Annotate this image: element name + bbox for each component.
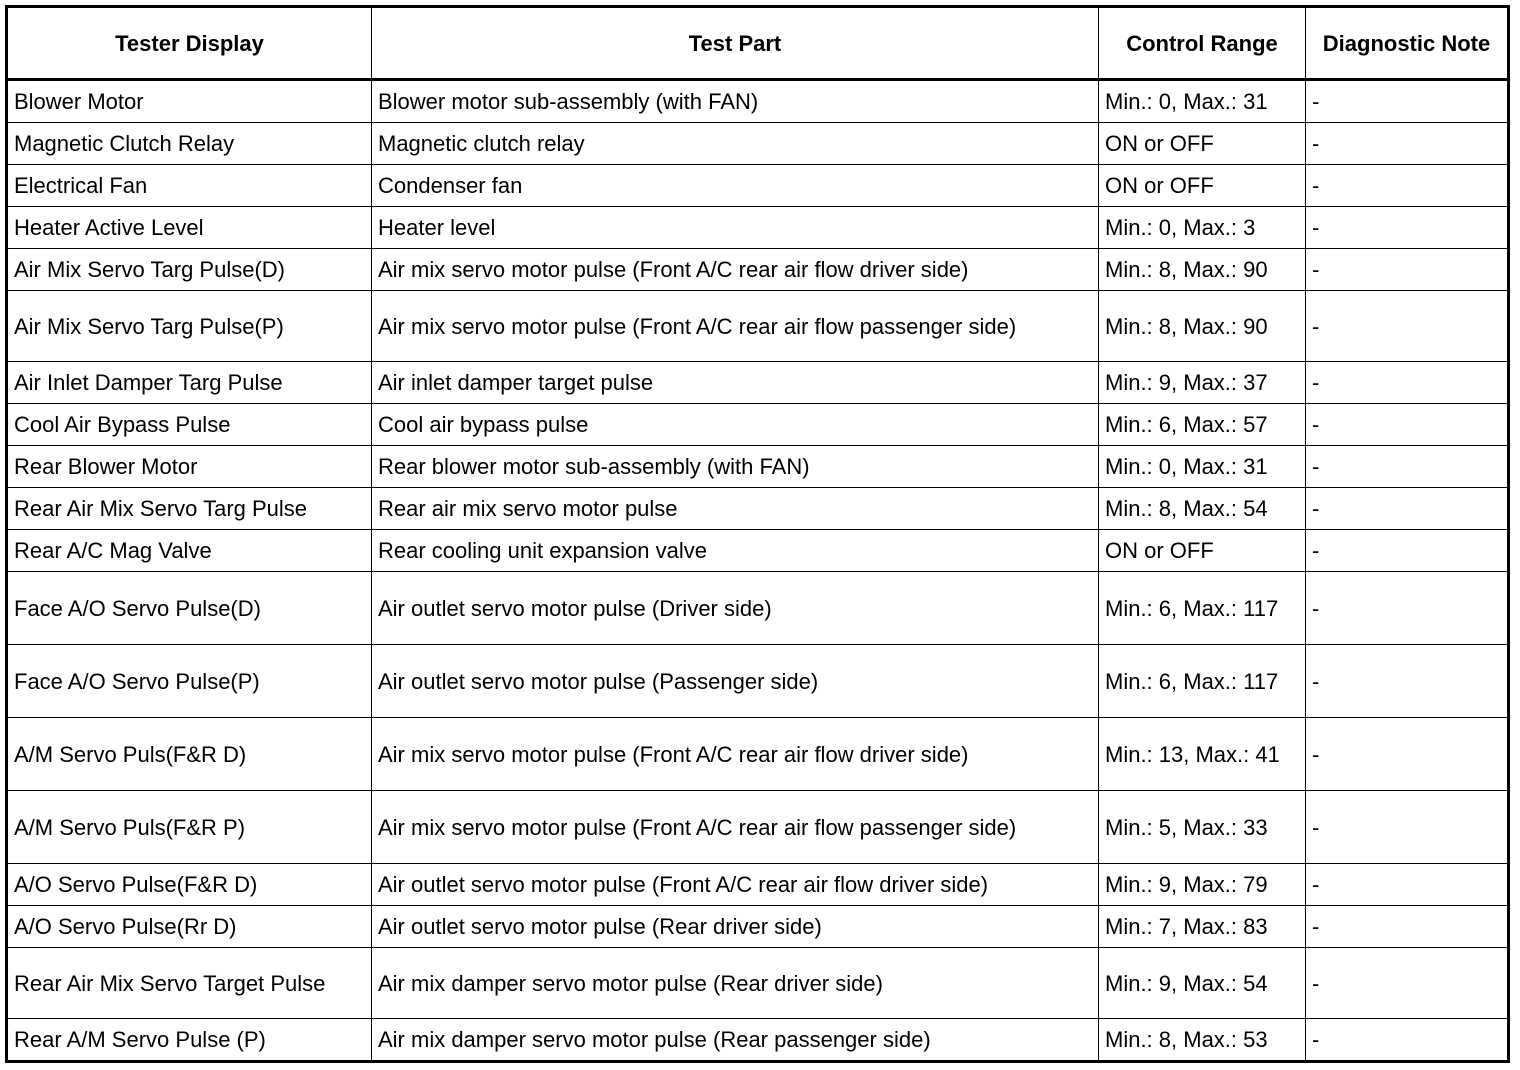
tester-display-cell: Magnetic Clutch Relay xyxy=(7,123,372,165)
diagnostic-note-cell: - xyxy=(1306,80,1509,123)
diagnostic-note-cell: - xyxy=(1306,572,1509,645)
table-row xyxy=(7,906,1509,948)
table-row xyxy=(7,291,1509,362)
test-part-cell: Air mix damper servo motor pulse (Rear driver side) xyxy=(372,948,1099,1019)
diagnostic-note-cell: - xyxy=(1306,718,1509,791)
tester-display-cell: Face A/O Servo Pulse(P) xyxy=(7,645,372,718)
control-range-cell: Min.: 6, Max.: 117 xyxy=(1099,645,1306,718)
diagnostic-note-cell: - xyxy=(1306,530,1509,572)
control-range-cell: Min.: 8, Max.: 53 xyxy=(1099,1019,1306,1062)
test-part-cell: Condenser fan xyxy=(372,165,1099,207)
diagnostic-note-cell: - xyxy=(1306,1019,1509,1062)
tester-display-cell: Rear Air Mix Servo Targ Pulse xyxy=(7,488,372,530)
test-part-cell: Air outlet servo motor pulse (Rear driver side) xyxy=(372,906,1099,948)
test-part-cell: Air outlet servo motor pulse (Passenger side) xyxy=(372,645,1099,718)
diagnostic-note-cell: - xyxy=(1306,249,1509,291)
table-row xyxy=(7,446,1509,488)
tester-display-cell: Air Inlet Damper Targ Pulse xyxy=(7,362,372,404)
test-part-cell: Rear cooling unit expansion valve xyxy=(372,530,1099,572)
control-range-cell: Min.: 0, Max.: 31 xyxy=(1099,80,1306,123)
diagnostic-note-cell: - xyxy=(1306,404,1509,446)
diagnostic-note-cell: - xyxy=(1306,906,1509,948)
header-test-part: Test Part xyxy=(372,7,1099,80)
diagnostic-note-cell: - xyxy=(1306,446,1509,488)
tester-display-cell: Air Mix Servo Targ Pulse(P) xyxy=(7,291,372,362)
header-control-range: Control Range xyxy=(1099,7,1306,80)
active-test-table xyxy=(5,5,1510,1063)
diagnostic-note-cell: - xyxy=(1306,362,1509,404)
table-row xyxy=(7,249,1509,291)
tester-display-cell: Air Mix Servo Targ Pulse(D) xyxy=(7,249,372,291)
control-range-cell: Min.: 0, Max.: 3 xyxy=(1099,207,1306,249)
test-part-cell: Air mix servo motor pulse (Front A/C rear air flow driver side) xyxy=(372,249,1099,291)
test-part-cell: Blower motor sub-assembly (with FAN) xyxy=(372,80,1099,123)
test-part-cell: Air mix damper servo motor pulse (Rear passenger side) xyxy=(372,1019,1099,1062)
tester-display-cell: Rear Air Mix Servo Target Pulse xyxy=(7,948,372,1019)
test-part-cell: Air inlet damper target pulse xyxy=(372,362,1099,404)
control-range-cell: ON or OFF xyxy=(1099,165,1306,207)
control-range-cell: Min.: 8, Max.: 90 xyxy=(1099,249,1306,291)
tester-display-cell: Blower Motor xyxy=(7,80,372,123)
diagnostic-note-cell: - xyxy=(1306,207,1509,249)
table-row xyxy=(7,530,1509,572)
diagnostic-note-cell: - xyxy=(1306,123,1509,165)
diagnostic-note-cell: - xyxy=(1306,948,1509,1019)
header-tester-display: Tester Display xyxy=(7,7,372,80)
test-part-cell: Air mix servo motor pulse (Front A/C rear air flow passenger side) xyxy=(372,791,1099,864)
tester-display-cell: Cool Air Bypass Pulse xyxy=(7,404,372,446)
control-range-cell: Min.: 6, Max.: 57 xyxy=(1099,404,1306,446)
control-range-cell: ON or OFF xyxy=(1099,530,1306,572)
table-row xyxy=(7,123,1509,165)
tester-display-cell: Face A/O Servo Pulse(D) xyxy=(7,572,372,645)
test-part-cell: Air mix servo motor pulse (Front A/C rear air flow driver side) xyxy=(372,718,1099,791)
tester-display-cell: Rear A/M Servo Pulse (P) xyxy=(7,1019,372,1062)
diagnostic-note-cell: - xyxy=(1306,291,1509,362)
diagnostic-note-cell: - xyxy=(1306,645,1509,718)
tester-display-cell: Rear Blower Motor xyxy=(7,446,372,488)
control-range-cell: Min.: 8, Max.: 54 xyxy=(1099,488,1306,530)
table-row xyxy=(7,207,1509,249)
test-part-cell: Air outlet servo motor pulse (Front A/C rear air flow driver side) xyxy=(372,864,1099,906)
table-row xyxy=(7,948,1509,1019)
table-row xyxy=(7,645,1509,718)
table-row xyxy=(7,165,1509,207)
control-range-cell: Min.: 9, Max.: 37 xyxy=(1099,362,1306,404)
control-range-cell: Min.: 13, Max.: 41 xyxy=(1099,718,1306,791)
control-range-cell: Min.: 0, Max.: 31 xyxy=(1099,446,1306,488)
control-range-cell: Min.: 9, Max.: 54 xyxy=(1099,948,1306,1019)
table-row xyxy=(7,1019,1509,1062)
control-range-cell: ON or OFF xyxy=(1099,123,1306,165)
tester-display-cell: Rear A/C Mag Valve xyxy=(7,530,372,572)
test-part-cell: Rear blower motor sub-assembly (with FAN) xyxy=(372,446,1099,488)
table-row xyxy=(7,864,1509,906)
table-header xyxy=(7,7,1509,80)
header-diagnostic-note: Diagnostic Note xyxy=(1306,7,1509,80)
header-row xyxy=(7,7,1509,80)
test-part-cell: Magnetic clutch relay xyxy=(372,123,1099,165)
diagnostic-note-cell: - xyxy=(1306,488,1509,530)
diagnostic-note-cell: - xyxy=(1306,165,1509,207)
diagnostic-note-cell: - xyxy=(1306,864,1509,906)
table-row xyxy=(7,80,1509,123)
table-row xyxy=(7,404,1509,446)
control-range-cell: Min.: 6, Max.: 117 xyxy=(1099,572,1306,645)
test-part-cell: Rear air mix servo motor pulse xyxy=(372,488,1099,530)
control-range-cell: Min.: 8, Max.: 90 xyxy=(1099,291,1306,362)
table-row xyxy=(7,572,1509,645)
control-range-cell: Min.: 5, Max.: 33 xyxy=(1099,791,1306,864)
table-row xyxy=(7,791,1509,864)
test-part-cell: Cool air bypass pulse xyxy=(372,404,1099,446)
control-range-cell: Min.: 9, Max.: 79 xyxy=(1099,864,1306,906)
tester-display-cell: A/O Servo Pulse(F&R D) xyxy=(7,864,372,906)
table-row xyxy=(7,718,1509,791)
tester-display-cell: A/M Servo Puls(F&R P) xyxy=(7,791,372,864)
table-body xyxy=(7,80,1509,1062)
tester-display-cell: A/M Servo Puls(F&R D) xyxy=(7,718,372,791)
table-row xyxy=(7,488,1509,530)
test-part-cell: Heater level xyxy=(372,207,1099,249)
test-part-cell: Air mix servo motor pulse (Front A/C rear air flow passenger side) xyxy=(372,291,1099,362)
table-row xyxy=(7,362,1509,404)
tester-display-cell: Heater Active Level xyxy=(7,207,372,249)
control-range-cell: Min.: 7, Max.: 83 xyxy=(1099,906,1306,948)
test-part-cell: Air outlet servo motor pulse (Driver side) xyxy=(372,572,1099,645)
diagnostic-note-cell: - xyxy=(1306,791,1509,864)
tester-display-cell: Electrical Fan xyxy=(7,165,372,207)
tester-display-cell: A/O Servo Pulse(Rr D) xyxy=(7,906,372,948)
